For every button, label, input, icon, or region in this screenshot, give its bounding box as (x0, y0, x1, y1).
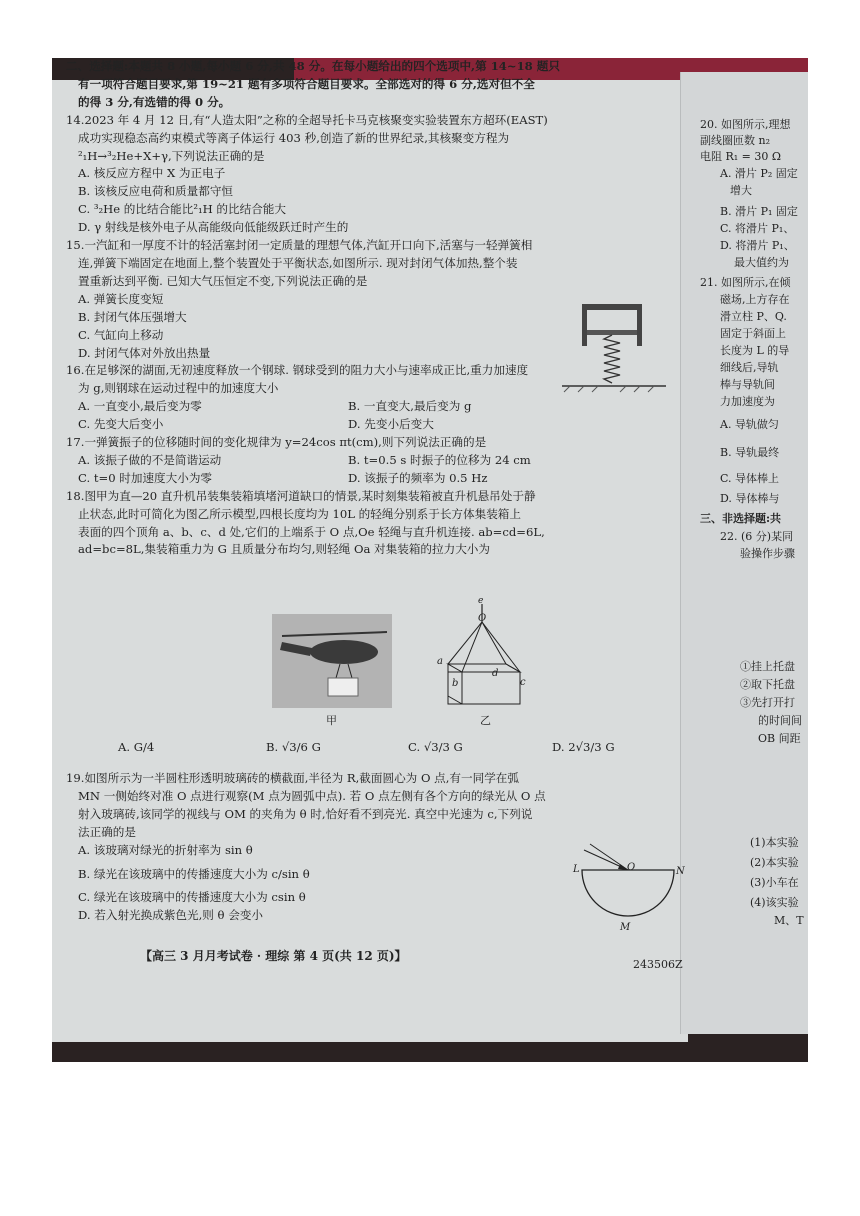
q19-semicircle-figure (566, 842, 686, 932)
q15-stem: 15.一汽缸和一厚度不计的轻活塞封闭一定质量的理想气体,汽缸开口向下,活塞与一轻弹簧相 (66, 238, 533, 253)
right-text: 22. (6 分)某同 (720, 530, 794, 543)
right-text: B. 滑片 P₁ 固定 (720, 205, 798, 218)
section-header-line: 二、选择题:本题共 8 小题,每小题 6 分,共 48 分。在每小题给出的四个选项中,第 14~18 题只 (66, 59, 560, 73)
right-text: (4)该实验 (750, 896, 799, 909)
right-text: (2)本实验 (750, 856, 799, 869)
q16-option-b: B. 一直变大,最后变为 g (348, 399, 472, 414)
q15-option-c: C. 气缸向上移动 (78, 327, 164, 342)
q14-option-a: A. 核反应方程中 X 为正电子 (78, 166, 226, 181)
point-l-label: L (573, 864, 580, 875)
helicopter-icon (272, 614, 392, 708)
right-text: 电阻 R₁ = 30 Ω (700, 150, 782, 163)
q15-stem: 连,弹簧下端固定在地面上,整个装置处于平衡状态,如图所示. 现对封闭气体加热,整个装 (78, 255, 518, 270)
right-text: (3)小车在 (750, 876, 799, 889)
q19-stem: 射入玻璃砖,该同学的视线与 OM 的夹角为 θ 时,恰好看不到亮光. 真空中光速为 c,下列说 (78, 806, 533, 821)
q14-stem: 成功实现稳态高约束模式等离子体运行 403 秒,创造了新的世界纪录,其核聚变方程为 (78, 130, 510, 145)
q14-stem: 14.2023 年 4 月 12 日,有“人造太阳”之称的全超导托卡马克核聚变实验装置东方超环(EAST) (66, 112, 548, 127)
right-text: ②取下托盘 (740, 678, 795, 691)
q17-option-a: A. 该振子做的不是简谐运动 (78, 452, 222, 467)
right-text: 的时间间 (758, 714, 802, 727)
q18-stem: 表面的四个顶角 a、b、c、d 处,它们的上端系于 O 点,Oe 轻绳与直升机连接. ab=cd=6L, (78, 524, 545, 539)
q15-option-d: D. 封闭气体对外放出热量 (78, 345, 211, 360)
right-text: OB 间距 (758, 732, 801, 745)
q14-option-b: B. 该核反应电荷和质量都守恒 (78, 184, 234, 199)
point-e-label: e (478, 596, 484, 606)
q15-option-a: A. 弹簧长度变短 (78, 291, 164, 306)
right-text: M、T (774, 914, 804, 927)
q18-stem: ad=bc=8L,集装箱重力为 G 且质量分布均匀,则轻绳 Oa 对集装箱的拉力大小为 (78, 542, 490, 557)
point-b-label: b (452, 678, 459, 689)
q16-options-row (66, 398, 626, 416)
right-text: (1)本实验 (750, 836, 799, 849)
q19-option-a: A. 该玻璃对绿光的折射率为 sin θ (78, 842, 253, 857)
helicopter-photo (272, 614, 392, 708)
q16-option-c: C. 先变大后变小 (78, 417, 164, 432)
q14-option-c: C. ³₂He 的比结合能比²₁H 的比结合能大 (78, 202, 286, 217)
point-o-label: O (478, 613, 487, 624)
q17-option-d: D. 该振子的频率为 0.5 Hz (348, 470, 488, 485)
q17-option-c: C. t=0 时加速度大小为零 (78, 470, 213, 485)
q17-options-row (66, 470, 626, 488)
section-header-line: 的得 3 分,有选错的得 0 分。 (78, 94, 231, 109)
point-n-label: N (676, 866, 685, 877)
q16-stem: 为 g,则钢球在运动过程中的加速度大小 (78, 381, 279, 396)
right-text: 细线后,导轨 (720, 361, 779, 374)
q18-options-row (118, 740, 678, 754)
point-a-label: a (437, 656, 443, 667)
q19-option-b: B. 绿光在该玻璃中的传播速度大小为 c/sin θ (78, 866, 310, 881)
right-text: 棒与导轨间 (720, 378, 775, 391)
right-text: 20. 如图所示,理想 (700, 118, 791, 131)
point-c-label: c (520, 677, 526, 688)
q19-stem: 19.如图所示为一半圆柱形透明玻璃砖的横截面,半径为 R,截面圆心为 O 点,有一同学在弧 (66, 771, 519, 785)
q17-option-b: B. t=0.5 s 时振子的位移为 24 cm (348, 452, 531, 467)
q14-option-d: D. γ 射线是核外电子从高能级向低能级跃迁时产生的 (78, 220, 349, 235)
q16-option-a: A. 一直变小,最后变为零 (78, 399, 202, 414)
right-text: 21. 如图所示,在倾 (700, 276, 791, 289)
right-text: ③先打开打 (740, 696, 795, 709)
right-text: ①挂上托盘 (740, 660, 795, 673)
right-text: 长度为 L 的导 (720, 344, 790, 357)
page-content (66, 58, 626, 559)
right-text: C. 导体棒上 (720, 472, 780, 485)
point-o-label: O (627, 862, 636, 873)
right-text: 三、非选择题:共 (700, 512, 782, 525)
right-text: D. 导体棒与 (720, 492, 780, 505)
right-page-fragment (698, 104, 806, 1044)
q17-options-row (66, 452, 626, 470)
point-m-label: M (620, 922, 631, 933)
right-text: 验操作步骤 (740, 547, 795, 560)
q18-stem: 18.图甲为直—20 直升机吊装集装箱填堵河道缺口的情景,某时刻集装箱被直升机悬吊处于静 (66, 488, 536, 503)
right-text: A. 滑片 P₂ 固定 (720, 167, 798, 180)
right-text: D. 将滑片 P₁、 (720, 239, 795, 252)
q18-option-c: C. √3/3 G (408, 740, 463, 754)
section-header-line: 有一项符合题目要求,第 19~21 题有多项符合题目要求。全部选对的得 6 分,选对但不全 (78, 76, 535, 91)
q18-option-d: D. 2√3/3 G (552, 740, 615, 754)
q19-stem: 法正确的是 (78, 824, 136, 839)
right-text: 磁场,上方存在 (720, 293, 790, 306)
q19-block (66, 770, 626, 925)
right-text: 副线圈匝数 n₂ (700, 134, 770, 147)
point-d-label: d (492, 668, 499, 679)
right-text: A. 导轨做匀 (720, 418, 779, 431)
page-footer: 【高三 3 月月考试卷 · 理综 第 4 页(共 12 页)】 (140, 949, 407, 963)
right-text: 最大值约为 (734, 256, 789, 269)
q15-stem: 置重新达到平衡. 已知大气压恒定不变,下列说法正确的是 (78, 273, 368, 288)
q16-options-row (66, 416, 626, 434)
q19-option-c: C. 绿光在该玻璃中的传播速度大小为 csin θ (78, 890, 306, 905)
right-text: 滑立柱 P、Q. (720, 310, 787, 323)
figure-b-caption: 乙 (480, 714, 491, 727)
q19-stem: MN 一侧始终对准 O 点进行观察(M 点为圆弧中点). 若 O 点左侧有各个方向的绿光从 O 点 (78, 788, 546, 803)
q18-option-b: B. √3/6 G (266, 740, 321, 754)
q15-option-b: B. 封闭气体压强增大 (78, 309, 187, 324)
exam-code: 243506Z (633, 958, 683, 971)
q16-option-d: D. 先变小后变大 (348, 417, 434, 432)
q18-option-a: A. G/4 (118, 740, 155, 754)
right-text: C. 将滑片 P₁、 (720, 222, 795, 235)
q19-option-d: D. 若入射光换成紫色光,则 θ 会变小 (78, 908, 264, 923)
q15-figure (560, 302, 670, 398)
q18-stem: 止状态,此时可简化为图乙所示模型,四根长度均为 10L 的轻绳分别系于长方体集装箱上 (78, 506, 521, 521)
right-text: 固定于斜面上 (720, 327, 786, 340)
figure-a-caption: 甲 (326, 714, 337, 727)
q16-stem: 16.在足够深的湖面,无初速度释放一个钢球. 钢球受到的阻力大小与速率成正比,重力加速度 (66, 363, 529, 378)
q14-stem: ²₁H→³₂He+X+γ,下列说法正确的是 (78, 148, 265, 163)
right-text: B. 导轨最终 (720, 446, 780, 459)
right-text: 力加速度为 (720, 395, 775, 408)
q17-stem: 17.一弹簧振子的位移随时间的变化规律为 y=24cos πt(cm),则下列说法正确的是 (66, 435, 487, 450)
right-text: 增大 (730, 184, 752, 197)
